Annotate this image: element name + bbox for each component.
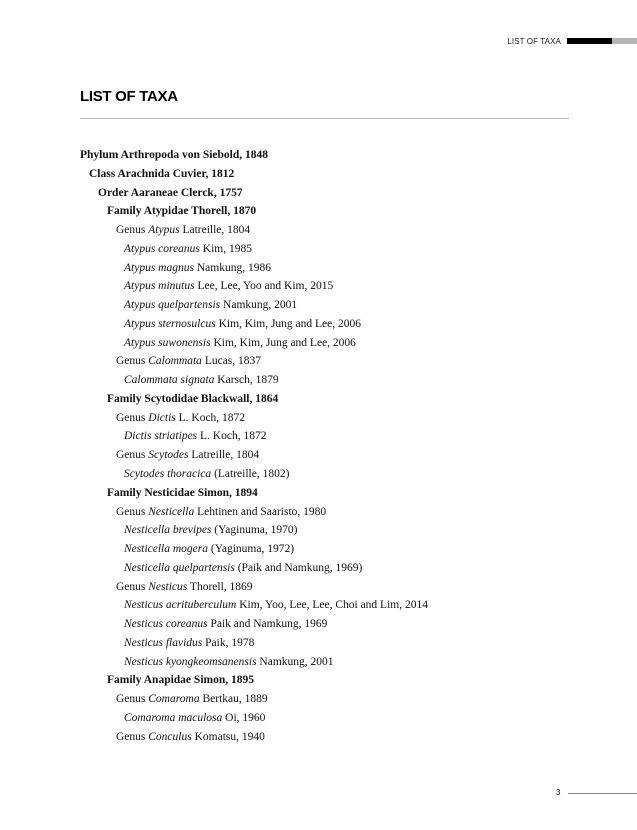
footer-divider [568,793,637,794]
taxon-authority: Thorell, 1870 [188,205,257,218]
taxon-name: Comaroma maculosa [124,711,223,724]
taxon-name: Nesticella quelpartensis [124,561,235,574]
taxon-name: Calommata signata [124,374,215,387]
taxon-family-row [80,671,560,690]
taxon-rank: Order [98,186,131,199]
taxon-species-row [80,259,560,278]
taxon-authority: von Siebold, 1848 [179,149,268,161]
taxon-authority: Clerck, 1757 [177,186,243,199]
taxon-order-row [80,184,560,203]
taxon-name: Scytodidae [144,392,199,405]
taxon-rank: Phylum [80,149,121,161]
taxon-name: Arthropoda [120,149,180,161]
taxon-authority: Lee, Lee, Yoo and Kim, 2015 [194,280,334,293]
taxon-name: Nesticidae [144,486,195,499]
taxon-authority: Simon, 1895 [191,674,254,687]
taxon-genus-row [80,728,560,747]
taxon-species-row [80,521,560,540]
taxon-rank: Genus [116,505,149,518]
taxon-rank: Genus [116,730,149,743]
taxon-family-row [80,202,560,221]
taxon-name: Aaraneae [130,186,178,199]
taxon-species-row [80,634,560,653]
taxon-name: Nesticus kyongkeomsanensis [124,655,257,668]
taxon-name: Nesticus [148,580,188,593]
taxon-name: Nesticus acrituberculum [124,599,237,612]
taxon-name: Dictis [148,411,176,424]
taxon-rank: Genus [116,224,149,237]
taxon-genus-row [80,221,560,240]
taxon-rank: Genus [116,411,149,424]
running-header-bar-grey [612,38,637,44]
taxon-name: Atypidae [143,205,189,218]
taxon-authority: Komatsu, 1940 [191,730,265,743]
taxon-name: Atypus minutus [124,280,195,293]
taxon-authority: Paik, 1978 [202,636,255,649]
taxon-name: Nesticus coreanus [124,618,208,631]
taxon-rank: Family [107,674,144,687]
taxon-species-row [80,296,560,315]
taxon-authority: (Yaginuma, 1972) [208,543,295,556]
taxon-phylum-row [80,146,560,165]
taxon-name: Anapidae [143,674,192,687]
taxon-name: Conculus [148,730,192,743]
taxon-rank: Genus [116,449,149,462]
taxon-name: Scytodes thoracica [124,468,212,481]
taxon-authority: Kim, Kim, Jung and Lee, 2006 [215,317,362,330]
taxon-rank: Genus [116,580,149,593]
taxon-authority: (Yaginuma, 1970) [211,524,298,537]
taxon-family-row [80,484,560,503]
taxa-list [80,146,560,747]
taxon-species-row [80,465,560,484]
taxon-name: Scytodes [148,449,189,462]
taxon-genus-row [80,503,560,522]
taxon-authority: Kim, 1985 [199,242,252,255]
taxon-species-row [80,240,560,259]
taxon-authority: L. Koch, 1872 [175,411,246,424]
taxon-authority: Kim, Kim, Jung and Lee, 2006 [210,336,356,349]
taxon-authority: Blackwall, 1864 [198,392,279,405]
taxon-authority: Lucas, 1837 [201,355,262,368]
taxon-species-row [80,315,560,334]
taxon-rank: Family [107,205,144,218]
running-header-label: LIST OF TAXA [507,37,561,46]
taxon-authority: Bertkau, 1889 [199,693,268,706]
taxon-species-row [80,709,560,728]
taxon-species-row [80,559,560,578]
taxon-authority: Namkung, 2001 [220,299,298,312]
taxon-authority: Latreille, 1804 [179,224,251,237]
taxon-name: Nesticella [148,505,195,518]
taxon-species-row [80,596,560,615]
taxon-name: Atypus suwonensis [124,336,211,349]
taxon-authority: Lehtinen and Saaristo, 1980 [194,505,327,518]
taxon-authority: (Paik and Namkung, 1969) [234,561,363,574]
taxon-rank: Class [89,167,118,180]
taxon-family-row [80,390,560,409]
page-title: LIST OF TAXA [80,88,178,105]
taxon-authority: Simon, 1894 [194,486,258,499]
taxon-rank: Family [107,486,145,499]
taxon-rank: Genus [116,693,149,706]
taxon-rank: Family [107,392,145,405]
taxon-species-row [80,277,560,296]
taxon-name: Nesticella mogera [124,543,208,556]
taxon-name: Atypus coreanus [124,242,200,255]
taxon-authority: (Latreille, 1802) [211,468,290,481]
taxon-genus-row [80,578,560,597]
taxon-name: Arachnida [117,167,170,180]
taxon-name: Calommata [148,355,202,368]
taxon-species-row [80,540,560,559]
taxon-authority: Paik and Namkung, 1969 [207,618,328,631]
taxon-genus-row [80,409,560,428]
taxon-genus-row [80,446,560,465]
taxon-authority: Namkung, 2001 [256,655,334,668]
taxon-species-row [80,334,560,353]
taxon-genus-row [80,690,560,709]
taxon-species-row [80,653,560,672]
taxon-authority: Thorell, 1869 [187,580,253,593]
taxon-rank: Genus [116,355,149,368]
taxon-authority: Kim, Yoo, Lee, Lee, Choi and Lim, 2014 [236,599,428,612]
taxon-name: Atypus quelpartensis [124,299,221,312]
taxon-authority: L. Koch, 1872 [197,430,267,443]
taxon-name: Nesticus flavidus [124,636,203,649]
taxon-species-row [80,371,560,390]
taxon-authority: Oi, 1960 [222,711,266,724]
taxon-name: Nesticella brevipes [124,524,212,537]
taxon-class-row [80,165,560,184]
title-divider [80,118,569,119]
taxon-name: Comaroma [148,693,200,706]
taxon-authority: Namkung, 1986 [193,261,271,274]
taxon-authority: Karsch, 1879 [214,374,279,387]
taxon-name: Dictis striatipes [124,430,198,443]
taxon-name: Atypus [148,224,180,237]
taxon-species-row [80,427,560,446]
taxon-name: Atypus sternosulcus [124,317,216,330]
page-number: 3 [556,788,561,797]
taxon-genus-row [80,352,560,371]
taxon-authority: Latreille, 1804 [188,449,260,462]
taxon-species-row [80,615,560,634]
taxon-name: Atypus magnus [124,261,194,274]
taxon-authority: Cuvier, 1812 [169,167,235,180]
running-header-bar [567,38,612,44]
